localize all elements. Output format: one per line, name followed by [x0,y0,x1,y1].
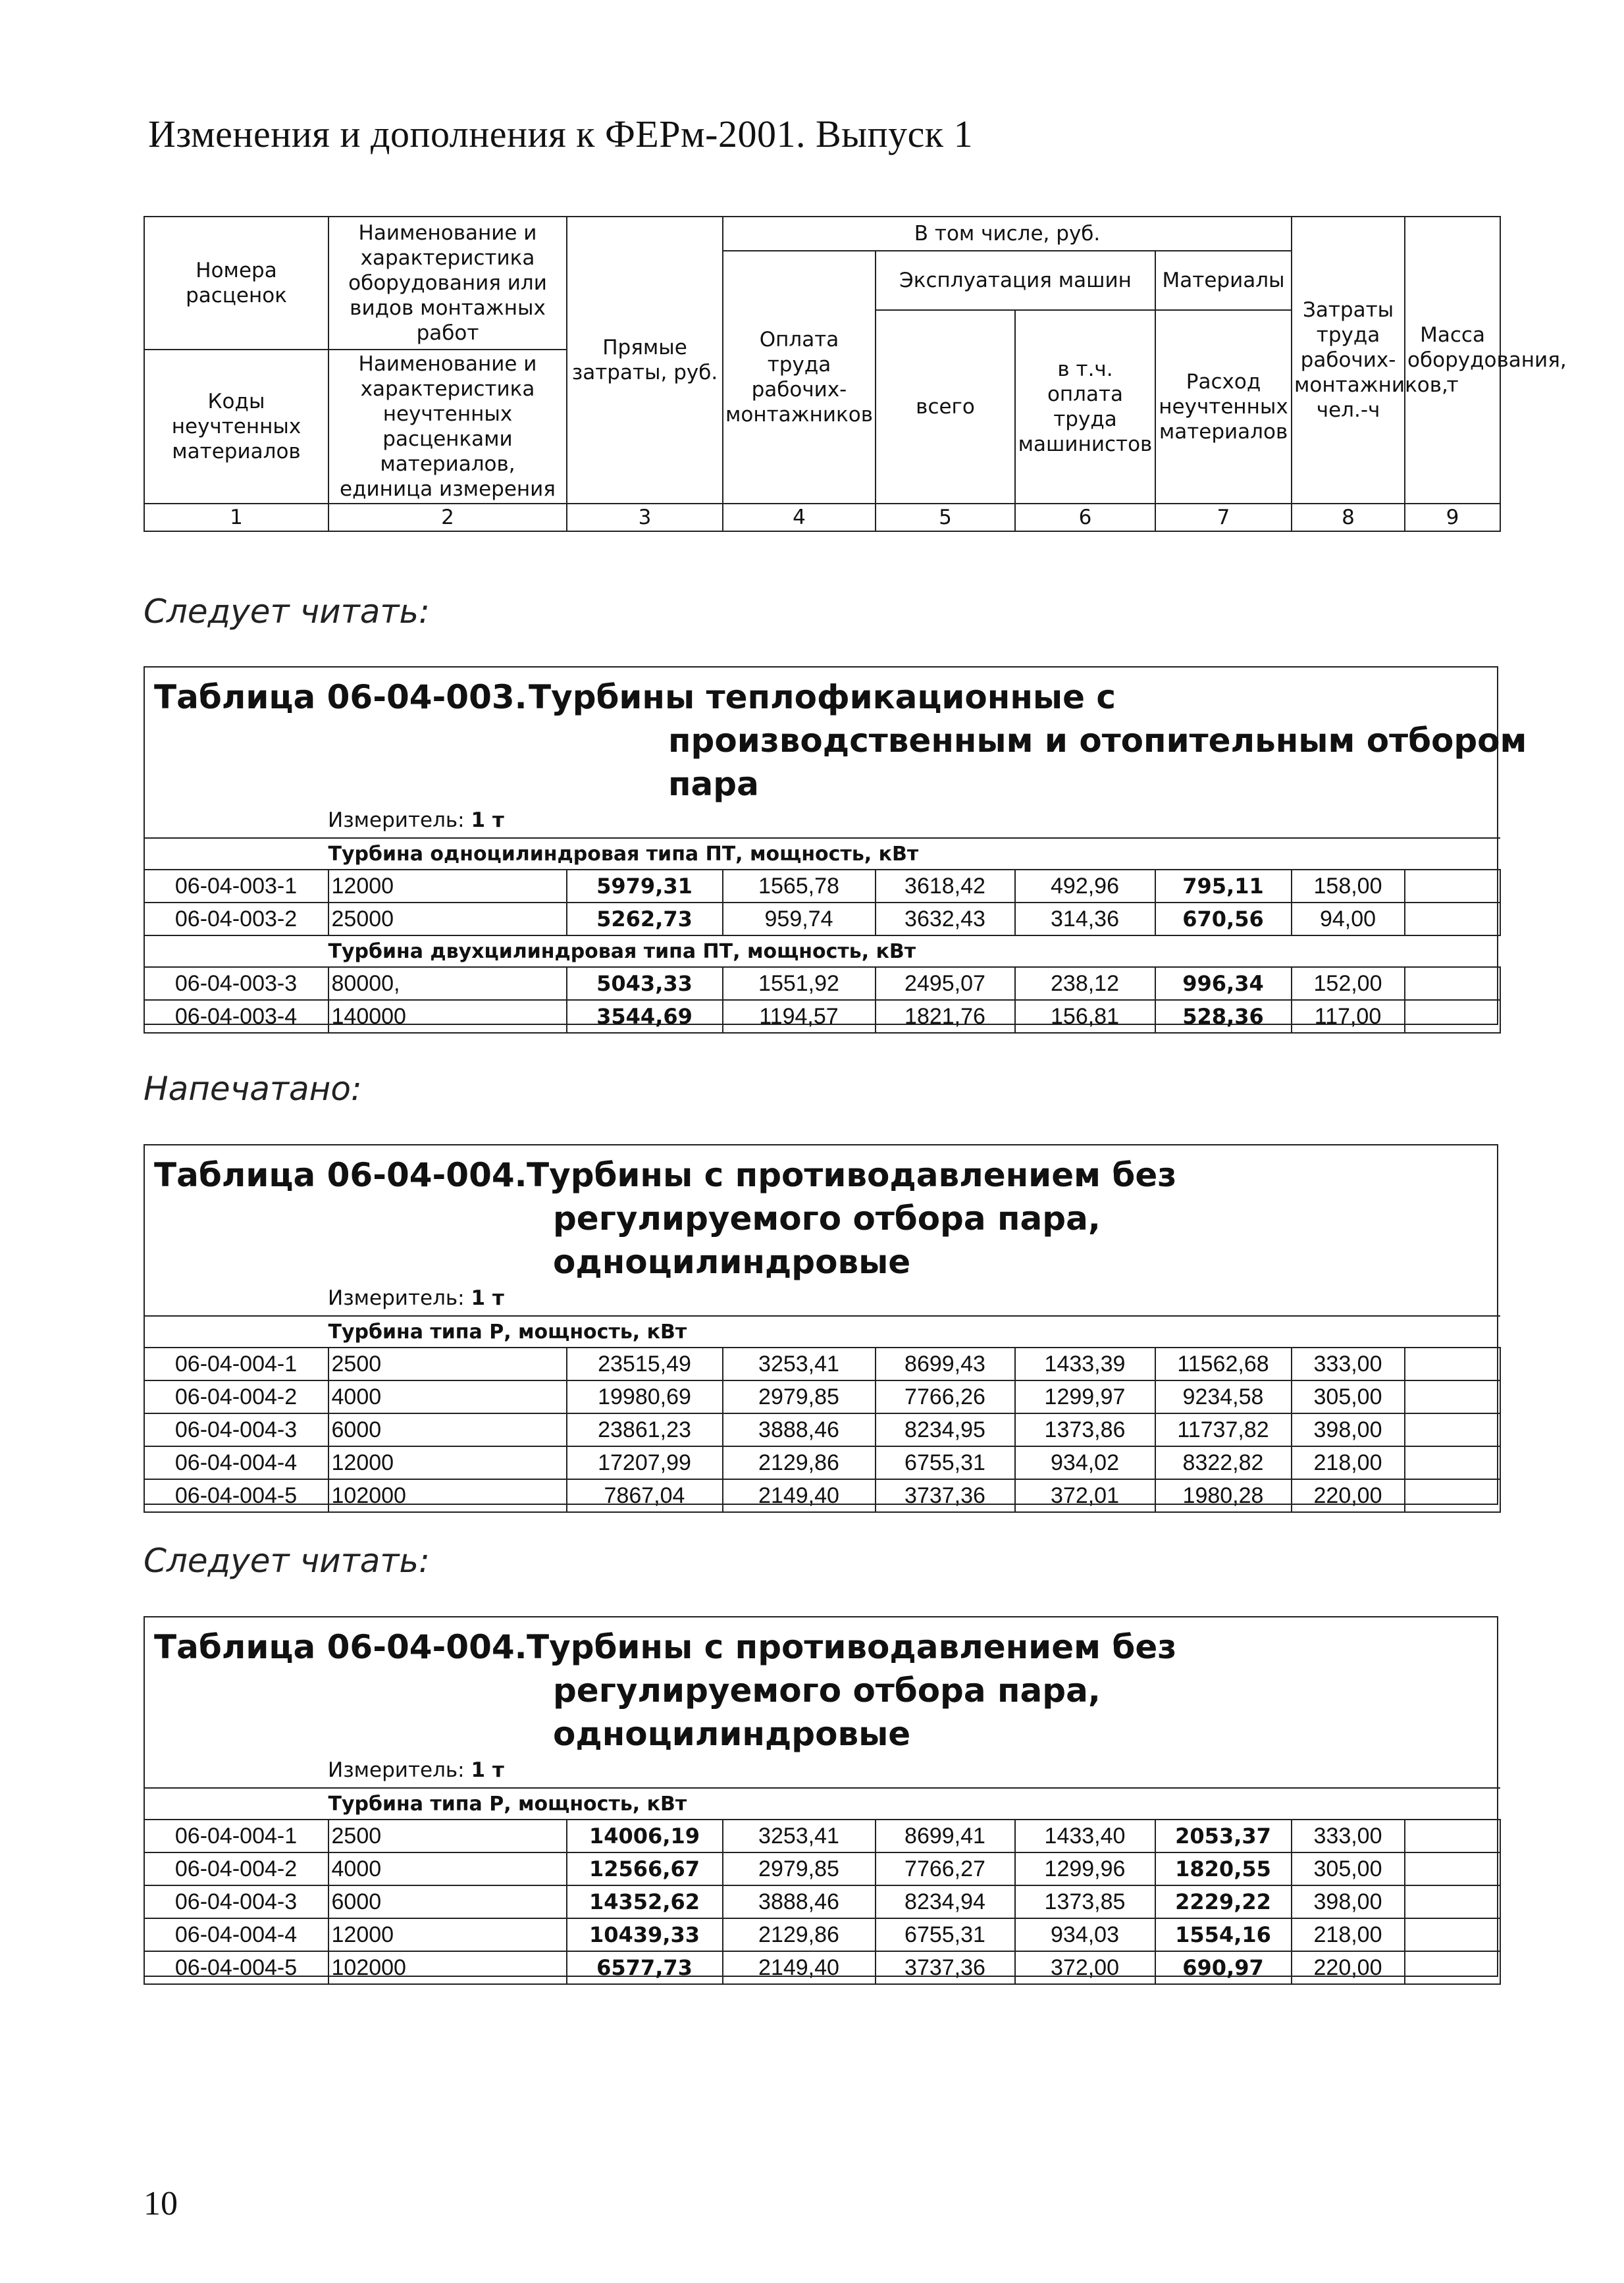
table-row [144,967,1500,1000]
column-number-row [144,504,1500,531]
cell-name: 4000 [328,1852,567,1885]
cell-materials: 1554,16 [1155,1918,1292,1951]
group-subheading-row [144,935,1500,967]
header-machines-total: всего [876,310,1015,504]
header-codes-bottom: Коды неучтенных материалов [144,350,328,504]
meter-label: Измеритель: [328,1758,465,1782]
cell-machines: 8234,95 [876,1413,1015,1446]
cell-machinists: 156,81 [1015,1000,1155,1033]
cell-labor: 218,00 [1292,1918,1405,1951]
cell-machines: 7766,27 [876,1852,1015,1885]
section-label: Следует читать: [144,1542,430,1580]
cell-machines: 6755,31 [876,1446,1015,1479]
cell-machinists: 1299,97 [1015,1380,1155,1413]
cell-name: 25000 [328,903,567,935]
cell-machines: 3737,36 [876,1951,1015,1984]
table-title-line: одноцилиндровые [553,1243,911,1281]
column-number: 5 [876,504,1015,531]
header-wages: Оплата труда рабочих-монтажников [723,251,876,504]
cell-labor: 152,00 [1292,967,1405,1000]
page-number: 10 [144,2185,178,2222]
table-row [144,1348,1500,1380]
column-number: 8 [1292,504,1405,531]
group-subheading: Турбина типа Р, мощность, кВт [144,1316,1500,1348]
table-title-line: Турбины теплофикационные с [529,678,1116,716]
cell-mass [1405,1852,1500,1885]
cell-mass [1405,1348,1500,1380]
header-mass: Масса оборудования, т [1405,217,1500,504]
cell-mass [1405,1951,1500,1984]
cell-wages: 2129,86 [723,1446,876,1479]
meter-label: Измеритель: [328,1286,465,1310]
cell-wages: 2129,86 [723,1918,876,1951]
data-table [144,837,1501,1034]
cell-wages: 2149,40 [723,1951,876,1984]
cell-direct: 14352,62 [567,1885,723,1918]
cell-direct: 5979,31 [567,870,723,903]
cell-machines: 8699,43 [876,1348,1015,1380]
cell-machinists: 1299,96 [1015,1852,1155,1885]
cell-wages: 2149,40 [723,1479,876,1512]
table-06-04-004-corrected [144,1616,1498,1980]
cell-labor: 333,00 [1292,1820,1405,1852]
table-row [144,1446,1500,1479]
header-machines-wages: в т.ч. оплата труда машинистов [1015,310,1155,504]
cell-code: 06-04-004-2 [144,1852,328,1885]
cell-mass [1405,870,1500,903]
cell-machinists: 238,12 [1015,967,1155,1000]
cell-name: 140000 [328,1000,567,1033]
cell-code: 06-04-003-4 [144,1000,328,1033]
table-title-line: Турбины с противодавлением без [527,1628,1177,1666]
column-number: 1 [144,504,328,531]
table-06-04-003 [144,666,1527,1029]
cell-mass [1405,1380,1500,1413]
cell-code: 06-04-003-3 [144,967,328,1000]
cell-machines: 3618,42 [876,870,1015,903]
cell-materials: 528,36 [1155,1000,1292,1033]
meter-label: Измеритель: [328,808,465,832]
cell-machines: 2495,07 [876,967,1015,1000]
table-title-line: производственным и отопительным отбором [668,722,1527,760]
cell-labor: 220,00 [1292,1479,1405,1512]
cell-machines: 6755,31 [876,1918,1015,1951]
cell-name: 2500 [328,1820,567,1852]
table-row [144,903,1500,935]
cell-code: 06-04-004-2 [144,1380,328,1413]
cell-mass [1405,1000,1500,1033]
cell-name: 12000 [328,1446,567,1479]
table-row [144,1000,1500,1033]
data-table [144,1787,1501,1985]
header-labor: Затраты труда рабочих-монтажников, чел.-ч [1292,217,1405,504]
cell-materials: 2229,22 [1155,1885,1292,1918]
cell-wages: 3888,46 [723,1885,876,1918]
cell-direct: 14006,19 [567,1820,723,1852]
cell-labor: 398,00 [1292,1885,1405,1918]
header-direct-costs: Прямые затраты, руб. [567,217,723,504]
cell-wages: 3888,46 [723,1413,876,1446]
cell-labor: 398,00 [1292,1413,1405,1446]
cell-machinists: 1373,86 [1015,1413,1155,1446]
cell-materials: 1980,28 [1155,1479,1292,1512]
cell-code: 06-04-003-2 [144,903,328,935]
cell-mass [1405,1413,1500,1446]
cell-direct: 5043,33 [567,967,723,1000]
cell-materials: 996,34 [1155,967,1292,1000]
table-row [144,1413,1500,1446]
cell-materials: 2053,37 [1155,1820,1292,1852]
cell-machinists: 372,01 [1015,1479,1155,1512]
column-number: 2 [328,504,567,531]
table-title-line: регулируемого отбора пара, [553,1671,1101,1710]
cell-machinists: 1433,40 [1015,1820,1155,1852]
column-number: 4 [723,504,876,531]
cell-wages: 1551,92 [723,967,876,1000]
column-number: 9 [1405,504,1500,531]
cell-code: 06-04-004-5 [144,1951,328,1984]
header-including: В том числе, руб. [723,217,1292,251]
cell-machines: 7766,26 [876,1380,1015,1413]
cell-labor: 333,00 [1292,1348,1405,1380]
cell-machines: 1821,76 [876,1000,1015,1033]
cell-code: 06-04-004-3 [144,1885,328,1918]
cell-direct: 17207,99 [567,1446,723,1479]
cell-mass [1405,1446,1500,1479]
cell-direct: 23861,23 [567,1413,723,1446]
column-number: 6 [1015,504,1155,531]
cell-code: 06-04-004-1 [144,1820,328,1852]
table-title-line: одноцилиндровые [553,1715,911,1753]
cell-mass [1405,1479,1500,1512]
cell-code: 06-04-004-3 [144,1413,328,1446]
group-subheading-row [144,1316,1500,1348]
cell-labor: 218,00 [1292,1446,1405,1479]
cell-direct: 3544,69 [567,1000,723,1033]
cell-materials: 8322,82 [1155,1446,1292,1479]
header-machines: Эксплуатация машин [876,251,1155,310]
cell-wages: 959,74 [723,903,876,935]
table-row [144,1380,1500,1413]
table-row [144,1820,1500,1852]
cell-machinists: 492,96 [1015,870,1155,903]
group-subheading: Турбина одноцилиндровая типа ПТ, мощность, кВт [144,838,1500,870]
cell-name: 2500 [328,1348,567,1380]
cell-mass [1405,1918,1500,1951]
cell-machinists: 372,00 [1015,1951,1155,1984]
cell-name: 4000 [328,1380,567,1413]
meter-value: 1 т [471,1286,504,1310]
table-row [144,1852,1500,1885]
cell-labor: 305,00 [1292,1852,1405,1885]
section-label: Следует читать: [144,592,430,631]
cell-machinists: 1373,85 [1015,1885,1155,1918]
cell-machinists: 314,36 [1015,903,1155,935]
cell-name: 12000 [328,1918,567,1951]
cell-labor: 305,00 [1292,1380,1405,1413]
header-name-top: Наименование и характеристика оборудования или видов монтажных работ [328,217,567,350]
cell-materials: 1820,55 [1155,1852,1292,1885]
cell-materials: 11737,82 [1155,1413,1292,1446]
table-title-line: пара [668,765,759,803]
table-row [144,1885,1500,1918]
cell-code: 06-04-003-1 [144,870,328,903]
cell-code: 06-04-004-1 [144,1348,328,1380]
cell-mass [1405,903,1500,935]
cell-name: 102000 [328,1951,567,1984]
table-title-line: регулируемого отбора пара, [553,1199,1101,1238]
cell-labor: 94,00 [1292,903,1405,935]
cell-wages: 2979,85 [723,1852,876,1885]
cell-mass [1405,967,1500,1000]
cell-machines: 8699,41 [876,1820,1015,1852]
cell-name: 6000 [328,1413,567,1446]
data-table [144,1315,1501,1513]
header-materials: Материалы [1155,251,1292,310]
cell-code: 06-04-004-5 [144,1479,328,1512]
cell-direct: 6577,73 [567,1951,723,1984]
meter-value: 1 т [471,808,504,832]
cell-machines: 8234,94 [876,1885,1015,1918]
cell-materials: 9234,58 [1155,1380,1292,1413]
cell-materials: 795,11 [1155,870,1292,903]
group-subheading: Турбина типа Р, мощность, кВт [144,1788,1500,1820]
section-label: Напечатано: [144,1070,362,1108]
cell-labor: 117,00 [1292,1000,1405,1033]
table-row [144,1918,1500,1951]
cell-materials: 690,97 [1155,1951,1292,1984]
cell-code: 06-04-004-4 [144,1446,328,1479]
table-title-line: Турбины с противодавлением без [527,1156,1177,1194]
column-number: 3 [567,504,723,531]
cell-name: 80000, [328,967,567,1000]
cell-direct: 19980,69 [567,1380,723,1413]
meter [328,1758,504,1782]
cell-wages: 3253,41 [723,1348,876,1380]
meter [328,808,504,832]
header-materials-use: Расход неучтенных материалов [1155,310,1292,504]
cell-machines: 3632,43 [876,903,1015,935]
cell-wages: 1194,57 [723,1000,876,1033]
cell-materials: 11562,68 [1155,1348,1292,1380]
cell-direct: 5262,73 [567,903,723,935]
group-subheading-row [144,1788,1500,1820]
table-title-lead: Таблица 06-04-004. [154,1628,527,1666]
table-row [144,1479,1500,1512]
cell-name: 6000 [328,1885,567,1918]
meter [328,1286,504,1310]
cell-code: 06-04-004-4 [144,1918,328,1951]
column-number: 7 [1155,504,1292,531]
group-subheading-row [144,838,1500,870]
cell-labor: 220,00 [1292,1951,1405,1984]
cell-materials: 670,56 [1155,903,1292,935]
cell-wages: 2979,85 [723,1380,876,1413]
cell-machinists: 934,03 [1015,1918,1155,1951]
group-subheading: Турбина двухцилиндровая типа ПТ, мощность, кВт [144,935,1500,967]
table-title-lead: Таблица 06-04-004. [154,1156,527,1194]
header-name-bottom: Наименование и характеристика неучтенных расценками материалов, единица измерения [328,350,567,504]
cell-mass [1405,1820,1500,1852]
cell-direct: 7867,04 [567,1479,723,1512]
cell-name: 12000 [328,870,567,903]
cell-name: 102000 [328,1479,567,1512]
cell-direct: 12566,67 [567,1852,723,1885]
cell-wages: 1565,78 [723,870,876,903]
cell-labor: 158,00 [1292,870,1405,903]
table-row [144,1951,1500,1984]
header-codes-top: Номера расценок [144,217,328,350]
cell-mass [1405,1885,1500,1918]
meter-value: 1 т [471,1758,504,1782]
cell-direct: 10439,33 [567,1918,723,1951]
cell-machinists: 1433,39 [1015,1348,1155,1380]
cell-direct: 23515,49 [567,1348,723,1380]
cell-machinists: 934,02 [1015,1446,1155,1479]
column-header-table [144,216,1567,532]
cell-wages: 3253,41 [723,1820,876,1852]
running-head: Изменения и дополнения к ФЕРм-2001. Выпуск 1 [148,113,974,155]
table-06-04-004-printed [144,1144,1498,1508]
table-row [144,870,1500,903]
table-title-lead: Таблица 06-04-003. [154,678,527,716]
cell-machines: 3737,36 [876,1479,1015,1512]
